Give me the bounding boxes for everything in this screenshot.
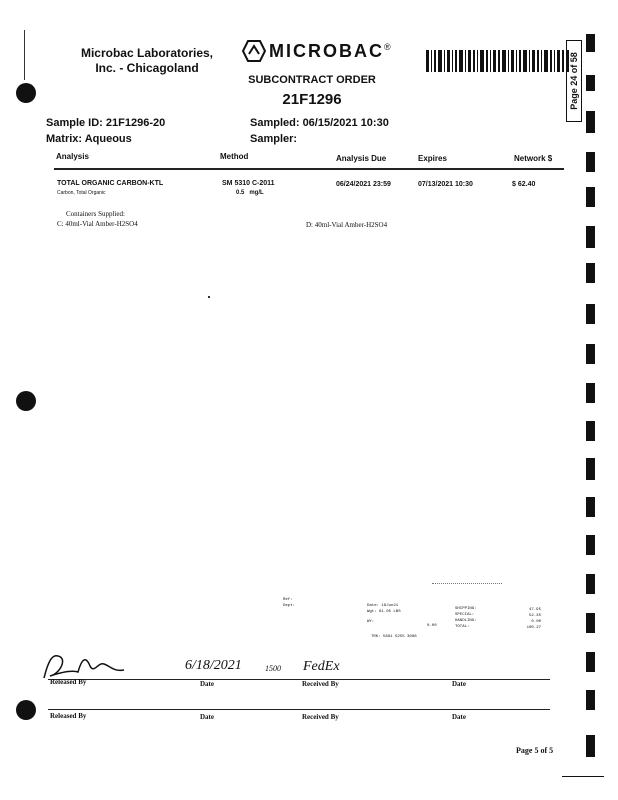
edge-tab: [586, 421, 595, 441]
lab-name: [72, 46, 222, 76]
container-d: D: 40ml-Vial Amber-H2SO4: [306, 221, 388, 229]
edge-tab: [586, 226, 595, 248]
edge-tab: [586, 497, 595, 517]
edge-tab: [586, 383, 595, 403]
stamp-handling-value: 0.00: [531, 620, 541, 624]
logo-registered-mark: ®: [384, 42, 391, 52]
microbac-logo: [242, 40, 391, 62]
analysis-name: TOTAL ORGANIC CARBON-KTL: [57, 180, 164, 187]
edge-tab: [586, 187, 595, 207]
released-by-label: Released By: [50, 712, 87, 720]
edge-tab: [586, 574, 595, 594]
stamp-charge-values: [513, 607, 541, 631]
binder-hole-icon: [16, 391, 36, 411]
order-number: 21F1296: [282, 91, 342, 108]
stamp-ref-dept: [283, 597, 295, 609]
containers-label: Containers Supplied:: [66, 210, 125, 218]
edge-tab: [586, 735, 595, 757]
released-by-label: Released By: [50, 678, 87, 686]
scan-noise: [432, 583, 502, 585]
sampler: Sampler:: [250, 133, 298, 145]
edge-tab: [586, 304, 595, 324]
received-by-label: Received By: [302, 713, 339, 721]
stamp-date: Date: 18Jun21: [367, 604, 399, 608]
binder-hole-icon: [16, 700, 36, 720]
stamp-charge-labels: [455, 606, 477, 630]
method-reporting-limit: 0.5 mg/L: [236, 190, 264, 196]
lab-name-line2: Inc. - Chicagoland: [95, 61, 199, 75]
method: SM 5310 C-2011: [222, 180, 275, 187]
handwritten-received-by: FedEx: [303, 659, 340, 674]
stamp-tracking-number: 5891 5255 3088: [383, 635, 417, 639]
lab-name-line1: Microbac Laboratories,: [80, 46, 214, 60]
edge-tab: [586, 535, 595, 555]
stamp-wy: WY:: [367, 620, 375, 624]
stamp-tracking: [371, 635, 417, 639]
network-price: $ 62.40: [512, 181, 536, 188]
received-by-label: Received By: [302, 680, 339, 688]
stamp-shipping-label: SHIPPING:: [455, 607, 477, 611]
edge-tab: [586, 344, 595, 364]
column-header-network-price: Network $: [514, 154, 553, 163]
column-header-method: Method: [220, 152, 249, 161]
footer-rule: [562, 776, 604, 777]
stamp-shipment-details: [367, 603, 401, 625]
edge-tab: [586, 75, 595, 91]
logo-text: MICROBAC: [269, 40, 384, 61]
handwritten-time: 1500: [265, 664, 281, 673]
header-divider: [54, 168, 564, 170]
column-header-expires: Expires: [418, 154, 447, 163]
analysis-subname: Carbon, Total Organic: [57, 190, 106, 196]
sampled-date: Sampled: 06/15/2021 10:30: [250, 117, 389, 129]
edge-tab: [586, 613, 595, 633]
edge-tab: [586, 458, 595, 480]
edge-tab: [586, 34, 595, 52]
signature-line: [48, 679, 550, 680]
date-label-2: Date: [452, 680, 466, 688]
stamp-total-label: TOTAL:: [455, 625, 470, 629]
shipping-stamp: [283, 597, 583, 649]
order-title: SUBCONTRACT ORDER: [248, 74, 376, 86]
date-label: Date: [200, 680, 214, 688]
sample-id: Sample ID: 21F1296-20: [46, 117, 166, 129]
page-footer: Page 5 of 5: [516, 746, 554, 755]
column-header-analysis-due: Analysis Due: [336, 154, 387, 163]
stamp-shipping-value: 47.95: [528, 608, 541, 612]
container-c: C: 40ml-Vial Amber-H2SO4: [57, 220, 138, 228]
barcode-icon: [426, 50, 576, 72]
signature-released-by: [38, 648, 133, 682]
stamp-special-value: 52.35: [528, 614, 541, 618]
analysis-due-date: 06/24/2021 23:59: [336, 181, 391, 188]
stamp-zero: 0.00: [427, 624, 437, 628]
handwritten-date: 6/18/2021: [185, 658, 242, 673]
scan-speck: [208, 296, 210, 298]
edge-tab: [586, 690, 595, 710]
stamp-dept: Dept:: [283, 604, 296, 608]
matrix: Matrix: Aqueous: [46, 133, 132, 145]
stamp-ref: Ref:: [283, 598, 293, 602]
edge-tab: [586, 152, 595, 172]
signature-line: [48, 709, 550, 710]
stamp-tracking-label: TRK:: [371, 635, 381, 639]
edge-tab: [586, 111, 595, 133]
page-stamp: Page 24 of 58: [569, 52, 579, 110]
page-stamp-box: [566, 40, 582, 122]
margin-line: [24, 30, 25, 80]
date-label-2: Date: [452, 713, 466, 721]
column-header-analysis: Analysis: [56, 152, 89, 161]
date-label: Date: [200, 713, 214, 721]
binder-hole-icon: [16, 83, 36, 103]
stamp-weight: Wgt: 61.05 LBS: [367, 610, 401, 614]
edge-tab: [586, 263, 595, 283]
edge-tab: [586, 652, 595, 672]
expires-date: 07/13/2021 10:30: [418, 181, 473, 188]
stamp-special-label: SPECIAL:: [455, 613, 475, 617]
stamp-handling-label: HANDLING:: [455, 619, 477, 623]
hexagon-logo-icon: [242, 40, 266, 62]
stamp-total-value: 100.27: [526, 626, 541, 630]
